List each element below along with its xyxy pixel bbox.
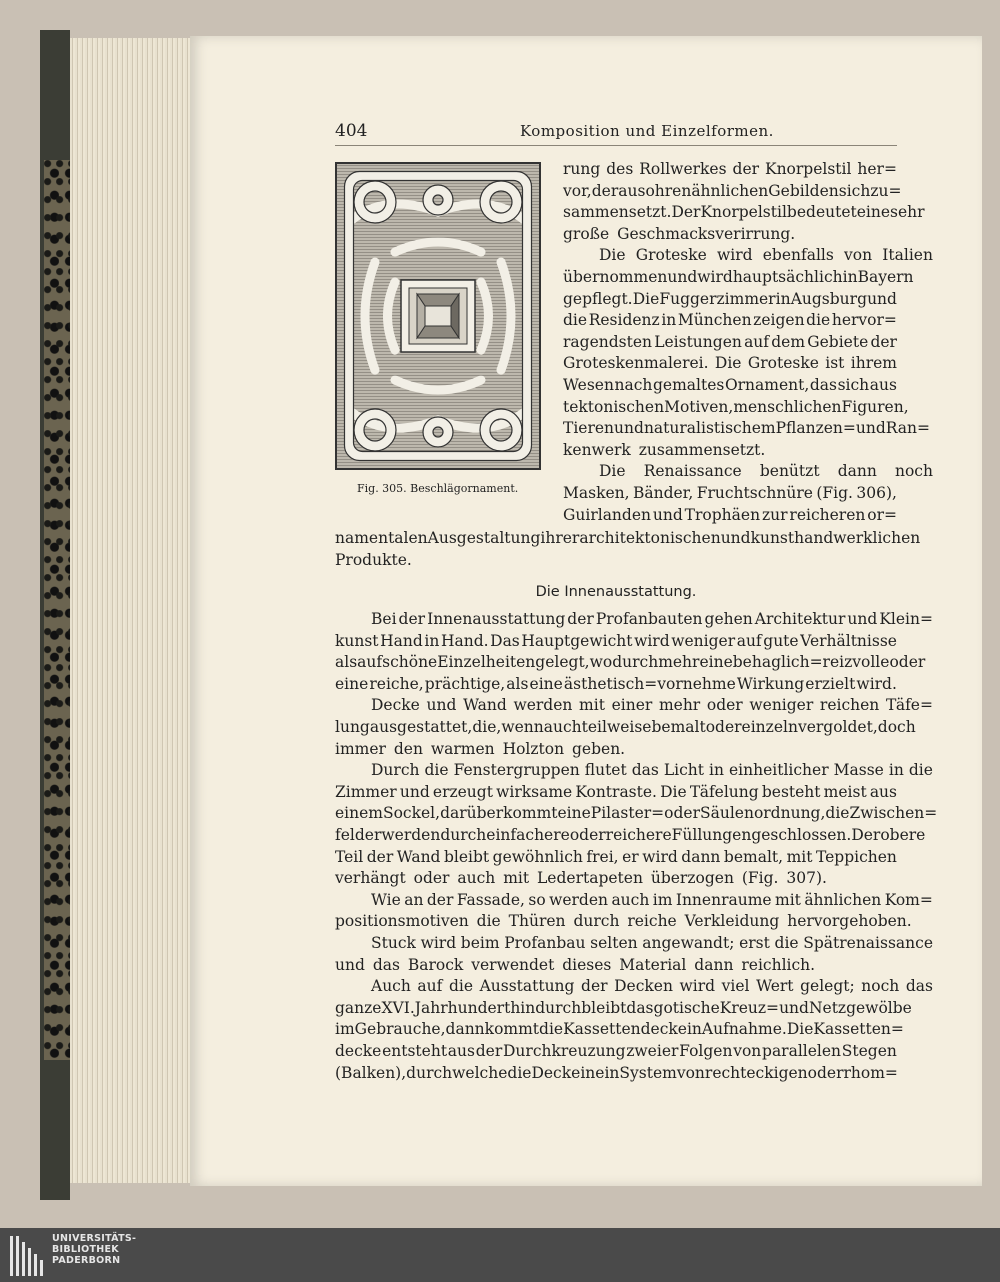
text-line: Decke und Wand werden mit einer mehr oder weniger reichen Täfe=	[371, 696, 933, 715]
figure-caption: Fig. 305. Beschlägornament.	[357, 482, 519, 495]
text-line: Masken, Bänder, Fruchtschnüre (Fig. 306),	[563, 484, 897, 502]
text-line: Die Renaissance benützt dann noch	[599, 462, 933, 481]
text-line: Zimmer und erzeugt wirksame Kontraste. Die Täfelung besteht meist aus	[335, 782, 897, 801]
section-heading: Die Innenausstattung.	[535, 584, 697, 600]
text-line: immer den warmen Holzton geben.	[335, 739, 626, 758]
text-line: lung ausgestattet, die, wenn auch teilweise bemalt oder einzeln vergoldet, doch	[335, 718, 916, 736]
text-line: große Geschmacksverirrung.	[563, 224, 796, 243]
text-line: Produkte.	[335, 550, 412, 569]
text-line: positionsmotiven die Thüren durch reiche Verkleidung hervorgehoben.	[335, 912, 912, 931]
text-line: kunst Hand in Hand. Das Hauptgewicht wird weniger auf gute Verhältnisse	[335, 631, 897, 650]
text-line: Wie an der Fassade, so werden auch im Innenraume mit ähnlichen Kom=	[371, 890, 933, 909]
text-line: kenwerk zusammensetzt.	[563, 440, 766, 459]
text-line: vor, der aus ohrenähnlichen Gebilden sich zu=	[563, 181, 902, 200]
text-line: rung des Rollwerkes der Knorpelstil her=	[563, 160, 897, 178]
text-line: und das Barock verwendet dieses Material dann reichlich.	[335, 955, 816, 974]
library-footer-bar	[0, 1228, 1000, 1282]
logo-line-2: BIBLIOTHEK	[52, 1244, 119, 1255]
text-line: sammensetzt. Der Knorpelstil bedeutet eine sehr	[563, 203, 925, 222]
library-logo-text	[52, 1233, 136, 1266]
text-line: gepflegt. Die Fuggerzimmer in Augsburg und	[563, 289, 897, 308]
text-line: (Balken), durch welche die Decke in ein System von rechteckigen oder rhom=	[335, 1063, 898, 1082]
text-line: Guirlanden und Trophäen zur reicheren or=	[563, 505, 897, 524]
text-line: ragendsten Leistungen auf dem Gebiete der	[563, 332, 897, 351]
text-line: Tieren und naturalistischem Pflanzen= und Ran=	[563, 419, 931, 438]
page-number: 404	[335, 121, 368, 141]
text-line: verhängt oder auch mit Ledertapeten überzogen (Fig. 307).	[335, 869, 827, 888]
text-line: übernommen und wird hauptsächlich in Bayern	[563, 268, 914, 286]
text-line: eine reiche, prächtige, als eine ästhetisch=vornehme Wirkung erzielt wird.	[335, 674, 897, 693]
text-line: Groteskenmalerei. Die Groteske ist ihrem	[563, 354, 897, 373]
text-line: ganze XVI. Jahrhundert hindurch bleibt das gotische Kreuz= und Netzgewölbe	[335, 998, 912, 1017]
logo-line-1: UNIVERSITÄTS-	[52, 1233, 137, 1244]
text-line: im Gebrauche, dann kommt die Kassettendecke in Aufnahme. Die Kassetten=	[335, 1020, 904, 1039]
text-line: Bei der Innenausstattung der Profanbauten gehen Architektur und Klein=	[371, 610, 933, 628]
running-title: Komposition und Einzelformen.	[520, 122, 774, 140]
text-line: Durch die Fenstergruppen flutet das Licht in einheitlicher Masse in die	[371, 761, 933, 780]
text-line: Teil der Wand bleibt gewöhnlich frei, er wird dann bemalt, mit Teppichen	[335, 847, 897, 866]
text-line: Auch auf die Ausstattung der Decken wird viel Wert gelegt; noch das	[371, 977, 933, 996]
library-logo-icon	[8, 1234, 48, 1278]
logo-line-3: PADERBORN	[52, 1255, 121, 1266]
text-line: die Residenz in München zeigen die hervor=	[563, 311, 897, 330]
text-line: Wesen nach gemaltes Ornament, das sich aus	[563, 376, 897, 394]
text-line: einem Sockel, darüber kommt eine Pilaster= oder Säulenordnung, die Zwischen=	[335, 804, 938, 823]
page-edges	[70, 38, 210, 1183]
text-line: Die Groteske wird ebenfalls von Italien	[599, 246, 933, 265]
text-line: decke entsteht aus der Durchkreuzung zweier Folgen von parallelen Stegen	[335, 1042, 897, 1060]
marbled-cover	[44, 160, 70, 1060]
text-line: tektonischen Motiven, menschlichen Figuren,	[563, 397, 909, 416]
header-rule	[335, 145, 897, 146]
text-line: Stuck wird beim Profanbau selten angewandt; erst die Spätrenaissance	[371, 934, 933, 952]
text-line: felder werden durch einfachere oder reichere Füllungen geschlossen. Der obere	[335, 826, 926, 844]
text-line: namentalen Ausgestaltung ihrer architektonischen und kunsthandwerklichen	[335, 529, 921, 547]
book-cover-edge	[40, 30, 70, 1200]
beschlaeg-ornament-illustration	[335, 162, 541, 470]
text-line: als auf schöne Einzelheiten gelegt, wodurch mehr eine behaglich=reizvolle oder	[335, 653, 926, 672]
